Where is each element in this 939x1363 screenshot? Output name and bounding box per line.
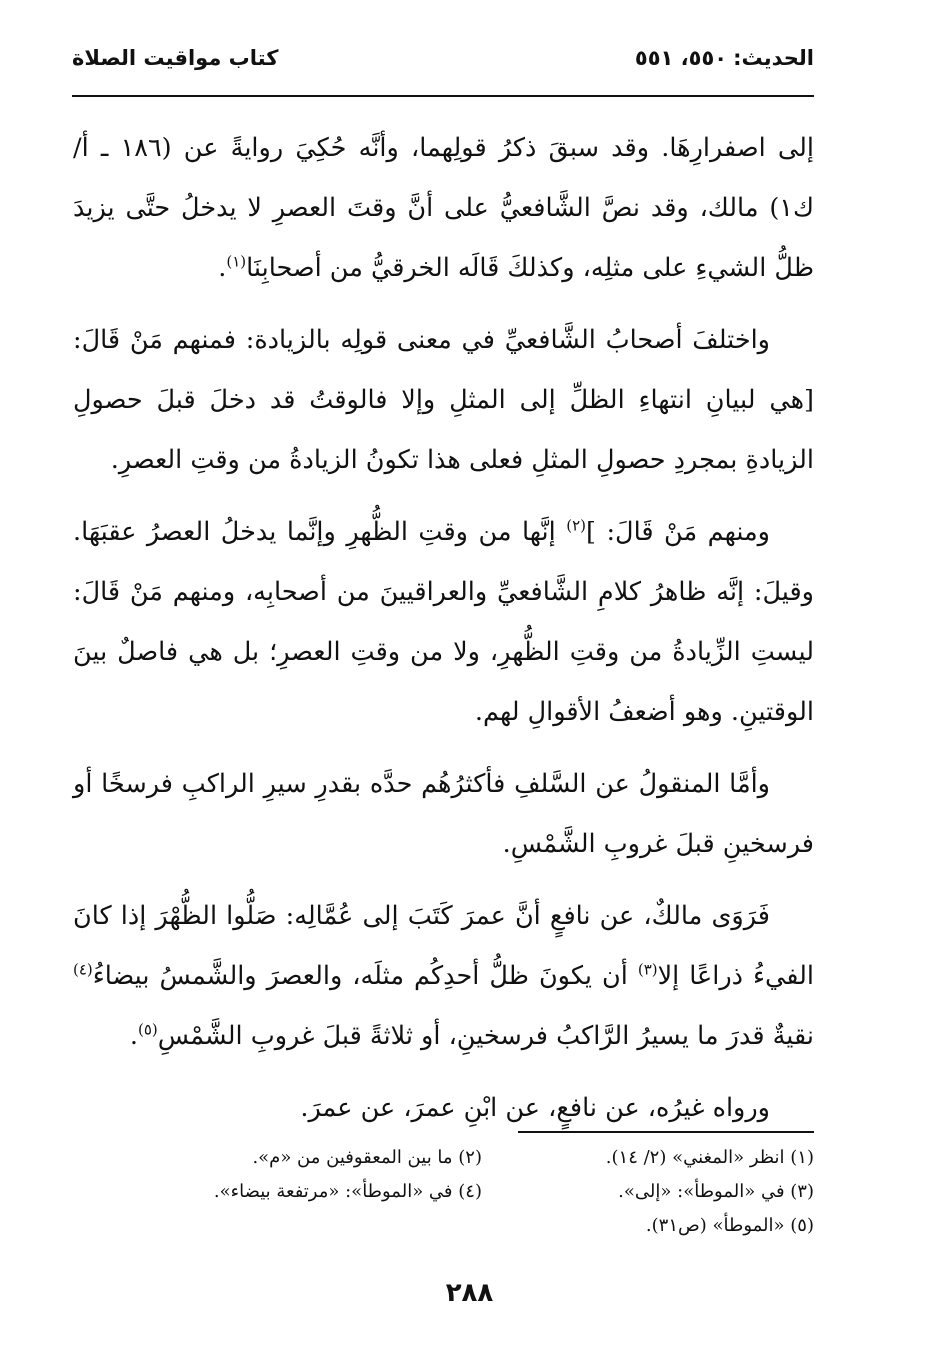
running-header — [72, 46, 814, 84]
footnote-3: (٣) في «الموطأ»: «إلى». — [618, 1181, 814, 1202]
paragraph-1: إلى اصفرارِهَا. وقد سبقَ ذكرُ قولِهما، وأنَّه حُكِيَ روايةً عن (١٨٦ ـ أ/ ك١) مالك، وقد نصَّ الشَّافعيُّ على أنَّ وقتَ العصرِ لا يدخلُ حتَّى يزيدَ ظلُّ الشيءِ على مثلِه، وكذلكَ قَالَه الخرقيُّ من أصحابِنَا$^{(١)}$. — [73, 133, 814, 283]
footnote-row-1 — [72, 1143, 814, 1177]
footnote-marker-2[interactable]: (٢) — [566, 516, 587, 535]
hadith-numbers: ٥٥٠، ٥٥١ — [634, 46, 728, 70]
footnote-marker-4[interactable]: (٤) — [73, 960, 93, 979]
footnote-2: (٢) ما بين المعقوفين من «م». — [252, 1147, 482, 1168]
header-divider — [72, 95, 814, 97]
footnote-row-2 — [72, 1177, 814, 1211]
page-number: ٢٨٨ — [445, 1278, 494, 1308]
footnote-4: (٤) في «الموطأ»: «مرتفعة بيضاء». — [213, 1181, 482, 1202]
footnote-row-3 — [72, 1211, 814, 1245]
paragraph-4: وأمَّا المنقولُ عن السَّلفِ فأكثرُهُم حدَّه بقدرِ سيرِ الراكبِ فرسخًا أو فرسخينِ قبلَ غروبِ الشَّمْسِ. — [73, 769, 814, 859]
footnotes — [72, 1143, 814, 1243]
footnote-marker-5[interactable]: (٥) — [138, 1020, 158, 1039]
footnote-marker-1[interactable]: (١) — [226, 252, 247, 271]
paragraph-2: واختلفَ أصحابُ الشَّافعيِّ في معنى قولِه بالزيادة: فمنهم مَنْ قَالَ: [هي لبيانِ انتهاءِ الظلِّ إلى المثلِ وإلا فالوقتُ قد دخلَ قبلَ حصولِ الزيادةِ بمجردِ حصولِ المثلِ فعلى هذا تكونُ الزيادةُ من وقتِ العصرِ. — [73, 325, 814, 475]
paragraph-6: ورواه غيرُه، عن نافعٍ، عن ابْنِ عمرَ، عن عمرَ. — [300, 1093, 770, 1123]
footnote-divider — [518, 1131, 814, 1133]
footnote-1: (١) انظر «المغني» (٢/ ١٤). — [605, 1147, 814, 1168]
main-text — [73, 118, 814, 1150]
book-title: كتاب مواقيت الصلاة — [72, 46, 279, 70]
paragraph-3: ومنهم مَنْ قَالَ: ]$^{(٢)}$ إنَّها من وقتِ الظُّهرِ وإنَّما يدخلُ العصرُ عقبَهَا. وقيلَ: إنَّه ظاهرُ كلامِ الشَّافعيِّ والعراقيينَ من أصحابِه، ومنهم مَنْ قَالَ: ليستِ الزِّيادةُ من وقتِ الظُّهرِ، ولا من وقتِ العصرِ؛ بل هي فاصلٌ بينَ الوقتينِ. وهو أضعفُ الأقوالِ لهم. — [73, 516, 814, 727]
footnote-marker-3[interactable]: (٣) — [637, 960, 658, 979]
hadith-reference — [635, 46, 814, 70]
hadith-label: الحديث: — [733, 46, 814, 70]
footnote-5: (٥) «الموطأ» (ص٣١). — [645, 1215, 814, 1236]
paragraph-5: فَرَوَى مالكٌ، عن نافعٍ أنَّ عمرَ كَتَبَ إلى عُمَّالِه: صَلُّوا الظُّهْرَ إذا كانَ الفيءُ ذراعًا إلا$^{(٣)}$ أن يكونَ ظلُّ أحدِكُم مثلَه، والعصرَ والشَّمسُ بيضاءُ$^{(٤)}$ نقيةٌ قدرَ ما يسيرُ الرَّاكبُ فرسخينِ، أو ثلاثةً قبلَ غروبِ الشَّمْسِ$^{(٥)}$. — [73, 901, 814, 1051]
